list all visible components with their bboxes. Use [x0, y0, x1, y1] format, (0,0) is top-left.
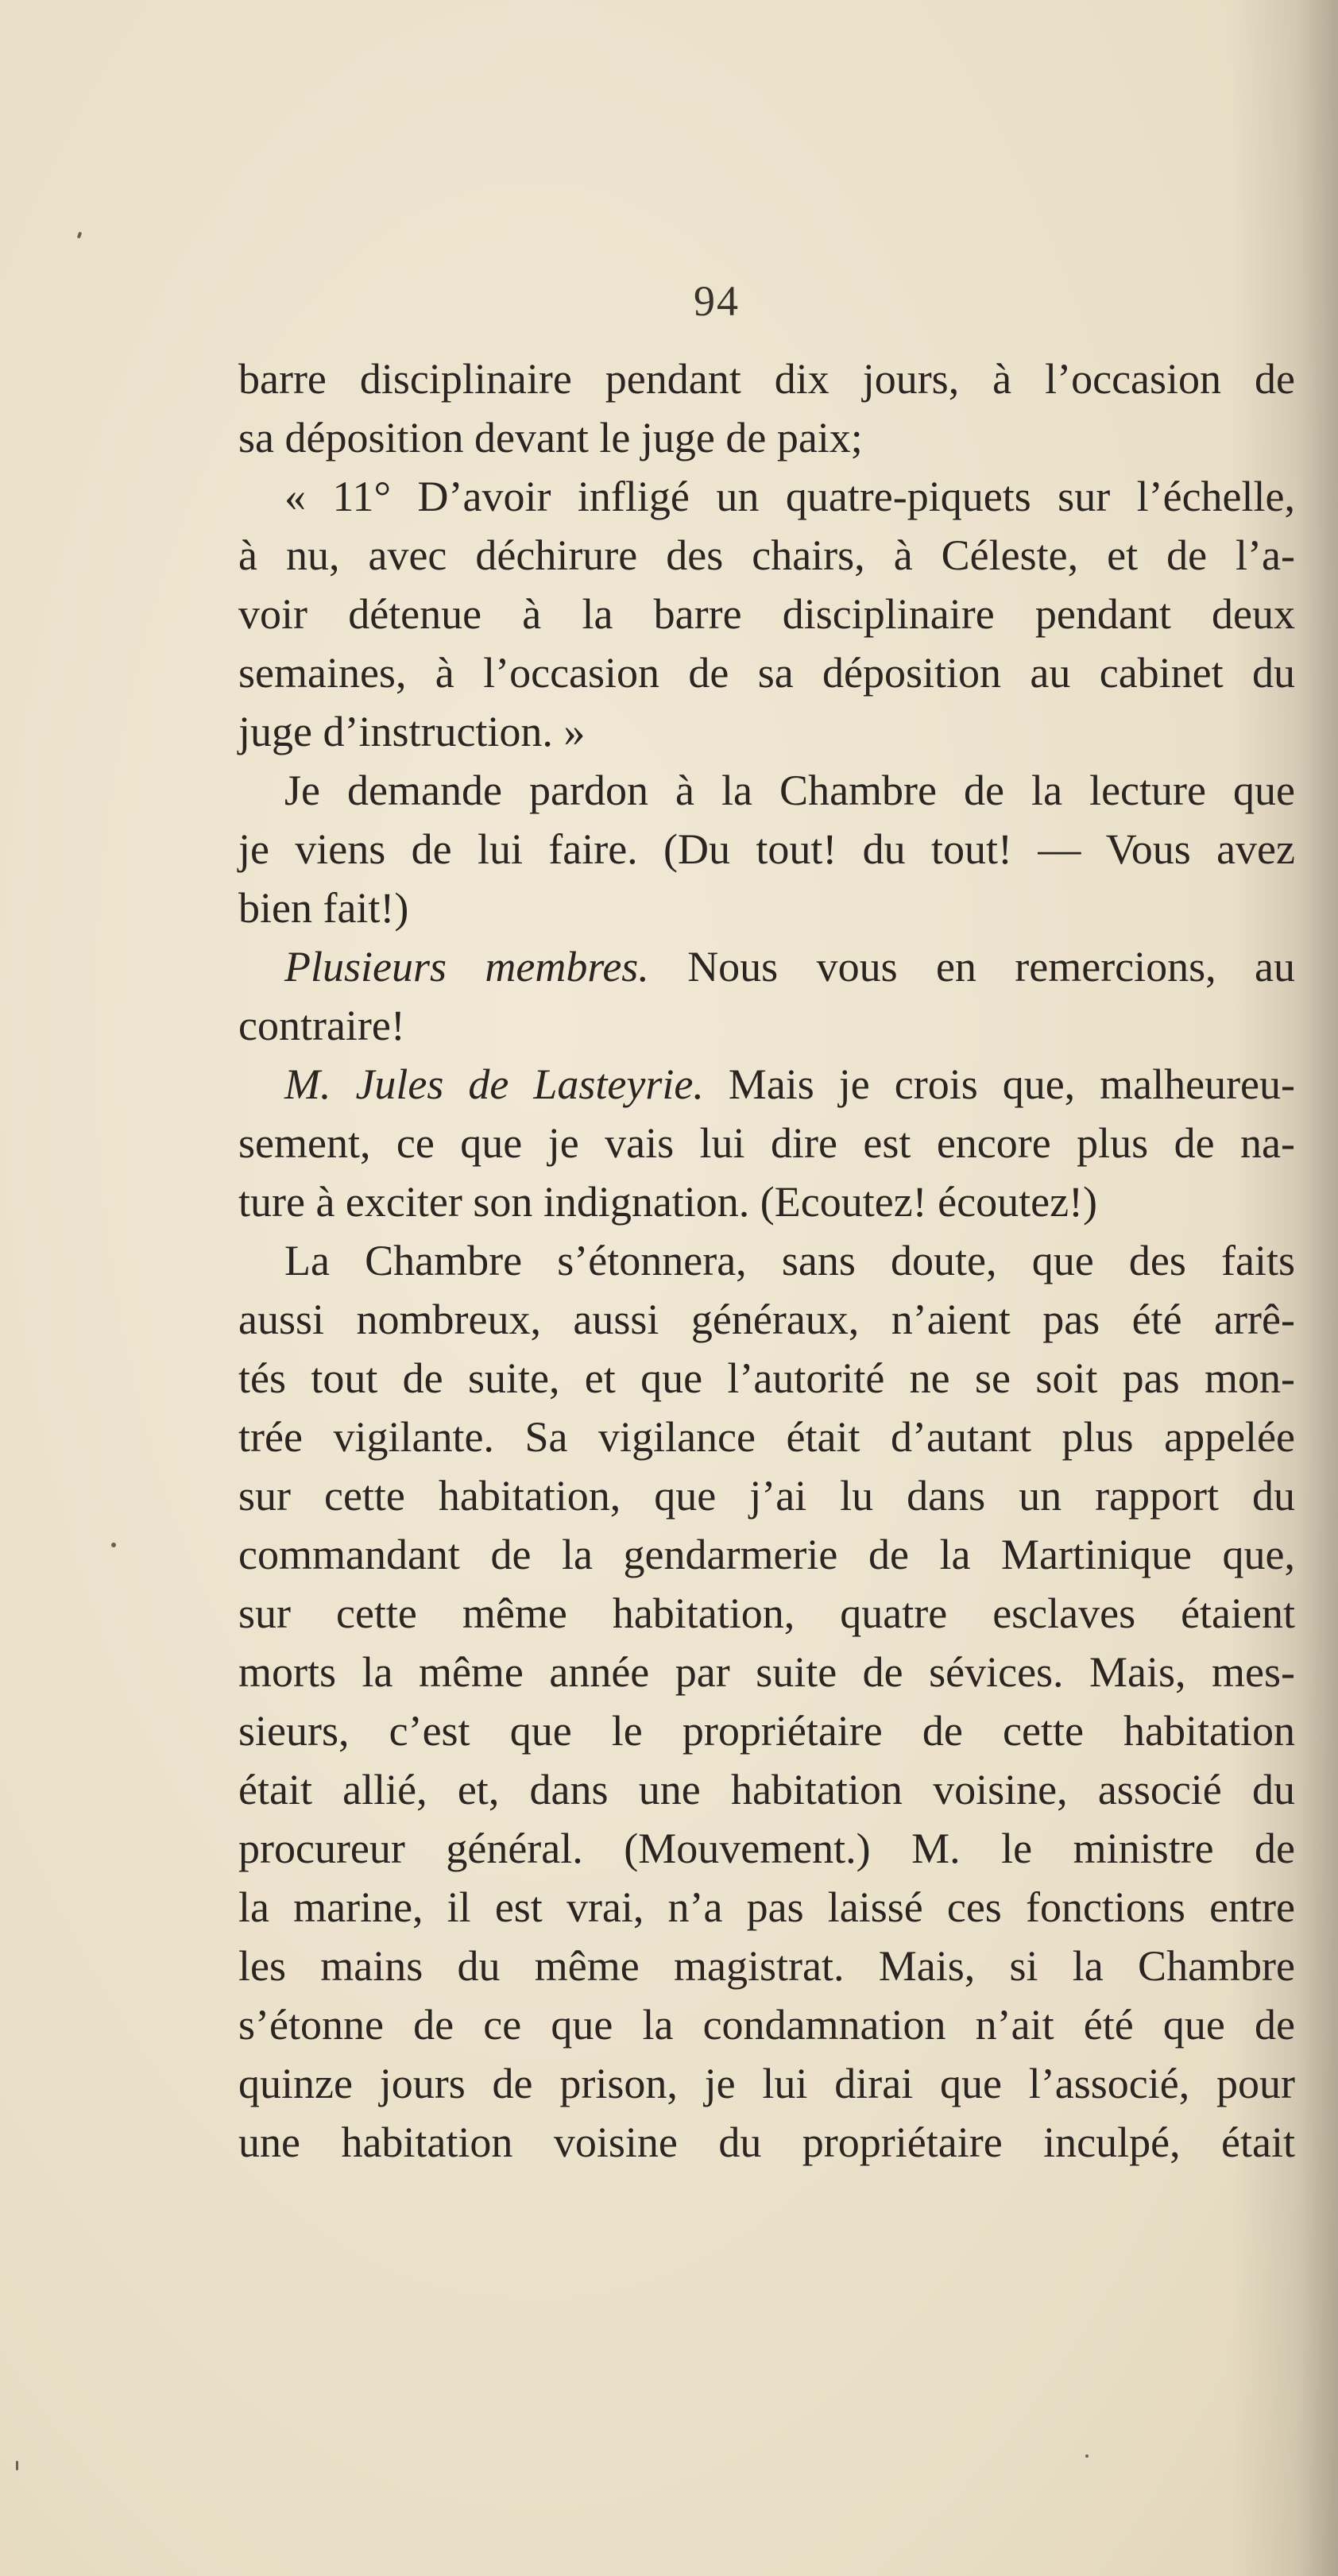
line-text: semaines, à l’occasion de sa déposition au cabinet du	[238, 649, 1295, 697]
text-line	[238, 2054, 1295, 2113]
line-text: sur cette même habitation, quatre esclaves étaient	[238, 1589, 1295, 1637]
line-text: bien fait!)	[238, 884, 409, 932]
line-text: quinze jours de prison, je lui dirai que l’associé, pour	[238, 2060, 1295, 2107]
text-line	[238, 643, 1295, 702]
text-line	[238, 1349, 1295, 1408]
line-text: sur cette habitation, que j’ai lu dans un rapport du	[238, 1472, 1295, 1520]
text-line	[238, 996, 1295, 1055]
text-line	[238, 408, 1295, 467]
text-line	[238, 702, 1295, 761]
line-text: aussi nombreux, aussi généraux, n’aient pas été arrê-	[238, 1296, 1295, 1343]
line-text: une habitation voisine du propriétaire inculpé, était	[238, 2118, 1295, 2166]
line-text: je viens de lui faire. (Du tout! du tout! — Vous avez	[238, 825, 1295, 873]
line-text: sement, ce que je vais lui dire est encore plus de na-	[238, 1119, 1295, 1167]
text-line	[238, 526, 1295, 585]
line-text: sa déposition devant le juge de paix;	[238, 414, 863, 462]
line-text: contraire!	[238, 1002, 405, 1049]
line-text: était allié, et, dans une habitation voisine, associé du	[238, 1766, 1295, 1813]
text-line	[238, 1643, 1295, 1701]
paper-speck	[1085, 2454, 1089, 2458]
text-line	[238, 2113, 1295, 2172]
line-text: Mais je crois que, malheureu-	[703, 1060, 1296, 1108]
text-line	[238, 467, 1295, 526]
line-text: s’étonne de ce que la condamnation n’ait été que de	[238, 2001, 1295, 2049]
line-text: sieurs, c’est que le propriétaire de cette habitation	[238, 1707, 1295, 1755]
text-line	[238, 1995, 1295, 2054]
speaker-name: M. Jules de Lasteyrie.	[284, 1060, 704, 1108]
text-line	[238, 350, 1295, 408]
text-line	[238, 1701, 1295, 1760]
paper-speck	[111, 1543, 116, 1547]
line-text: la marine, il est vrai, n’a pas laissé ces fonctions entre	[238, 1883, 1295, 1931]
text-line	[238, 1408, 1295, 1466]
text-line	[238, 1172, 1295, 1231]
text-line	[238, 1055, 1295, 1114]
line-text: trée vigilante. Sa vigilance était d’autant plus appelée	[238, 1413, 1295, 1461]
text-line	[238, 820, 1295, 879]
text-line	[238, 1584, 1295, 1643]
paper-speck	[16, 2461, 18, 2470]
text-line	[238, 1760, 1295, 1819]
body-text	[238, 350, 1295, 2172]
line-text: commandant de la gendarmerie de la Martinique que,	[238, 1531, 1295, 1578]
line-text: « 11° D’avoir infligé un quatre-piquets sur l’échelle,	[284, 473, 1295, 520]
text-line	[238, 1114, 1295, 1172]
line-text: juge d’instruction. »	[238, 708, 586, 755]
line-text: La Chambre s’étonnera, sans doute, que des faits	[284, 1237, 1295, 1284]
line-text: à nu, avec déchirure des chairs, à Céleste, et de l’a-	[238, 531, 1295, 579]
line-text: morts la même année par suite de sévices. Mais, mes-	[238, 1648, 1295, 1696]
line-text: Je demande pardon à la Chambre de la lecture que	[284, 767, 1295, 814]
text-line	[238, 1937, 1295, 1995]
text-line	[238, 937, 1295, 996]
text-line	[238, 1231, 1295, 1290]
paper-speck	[77, 232, 82, 239]
text-line	[238, 585, 1295, 643]
page-number: 94	[694, 277, 740, 325]
line-text: les mains du même magistrat. Mais, si la Chambre	[238, 1942, 1295, 1990]
line-text: barre disciplinaire pendant dix jours, à l’occasion de	[238, 355, 1295, 403]
line-text: Nous vous en remercions, au	[648, 943, 1295, 991]
text-line	[238, 1290, 1295, 1349]
text-line	[238, 1525, 1295, 1584]
text-line	[238, 761, 1295, 820]
speaker-name: Plusieurs membres.	[284, 943, 649, 991]
line-text: ture à exciter son indignation. (Ecoutez! écoutez!)	[238, 1178, 1098, 1226]
text-line	[238, 1819, 1295, 1878]
line-text: procureur général. (Mouvement.) M. le ministre de	[238, 1825, 1295, 1872]
text-line	[238, 1466, 1295, 1525]
line-text: voir détenue à la barre disciplinaire pendant deux	[238, 590, 1295, 638]
text-line	[238, 879, 1295, 937]
text-line	[238, 1878, 1295, 1937]
line-text: tés tout de suite, et que l’autorité ne se soit pas mon-	[238, 1354, 1295, 1402]
